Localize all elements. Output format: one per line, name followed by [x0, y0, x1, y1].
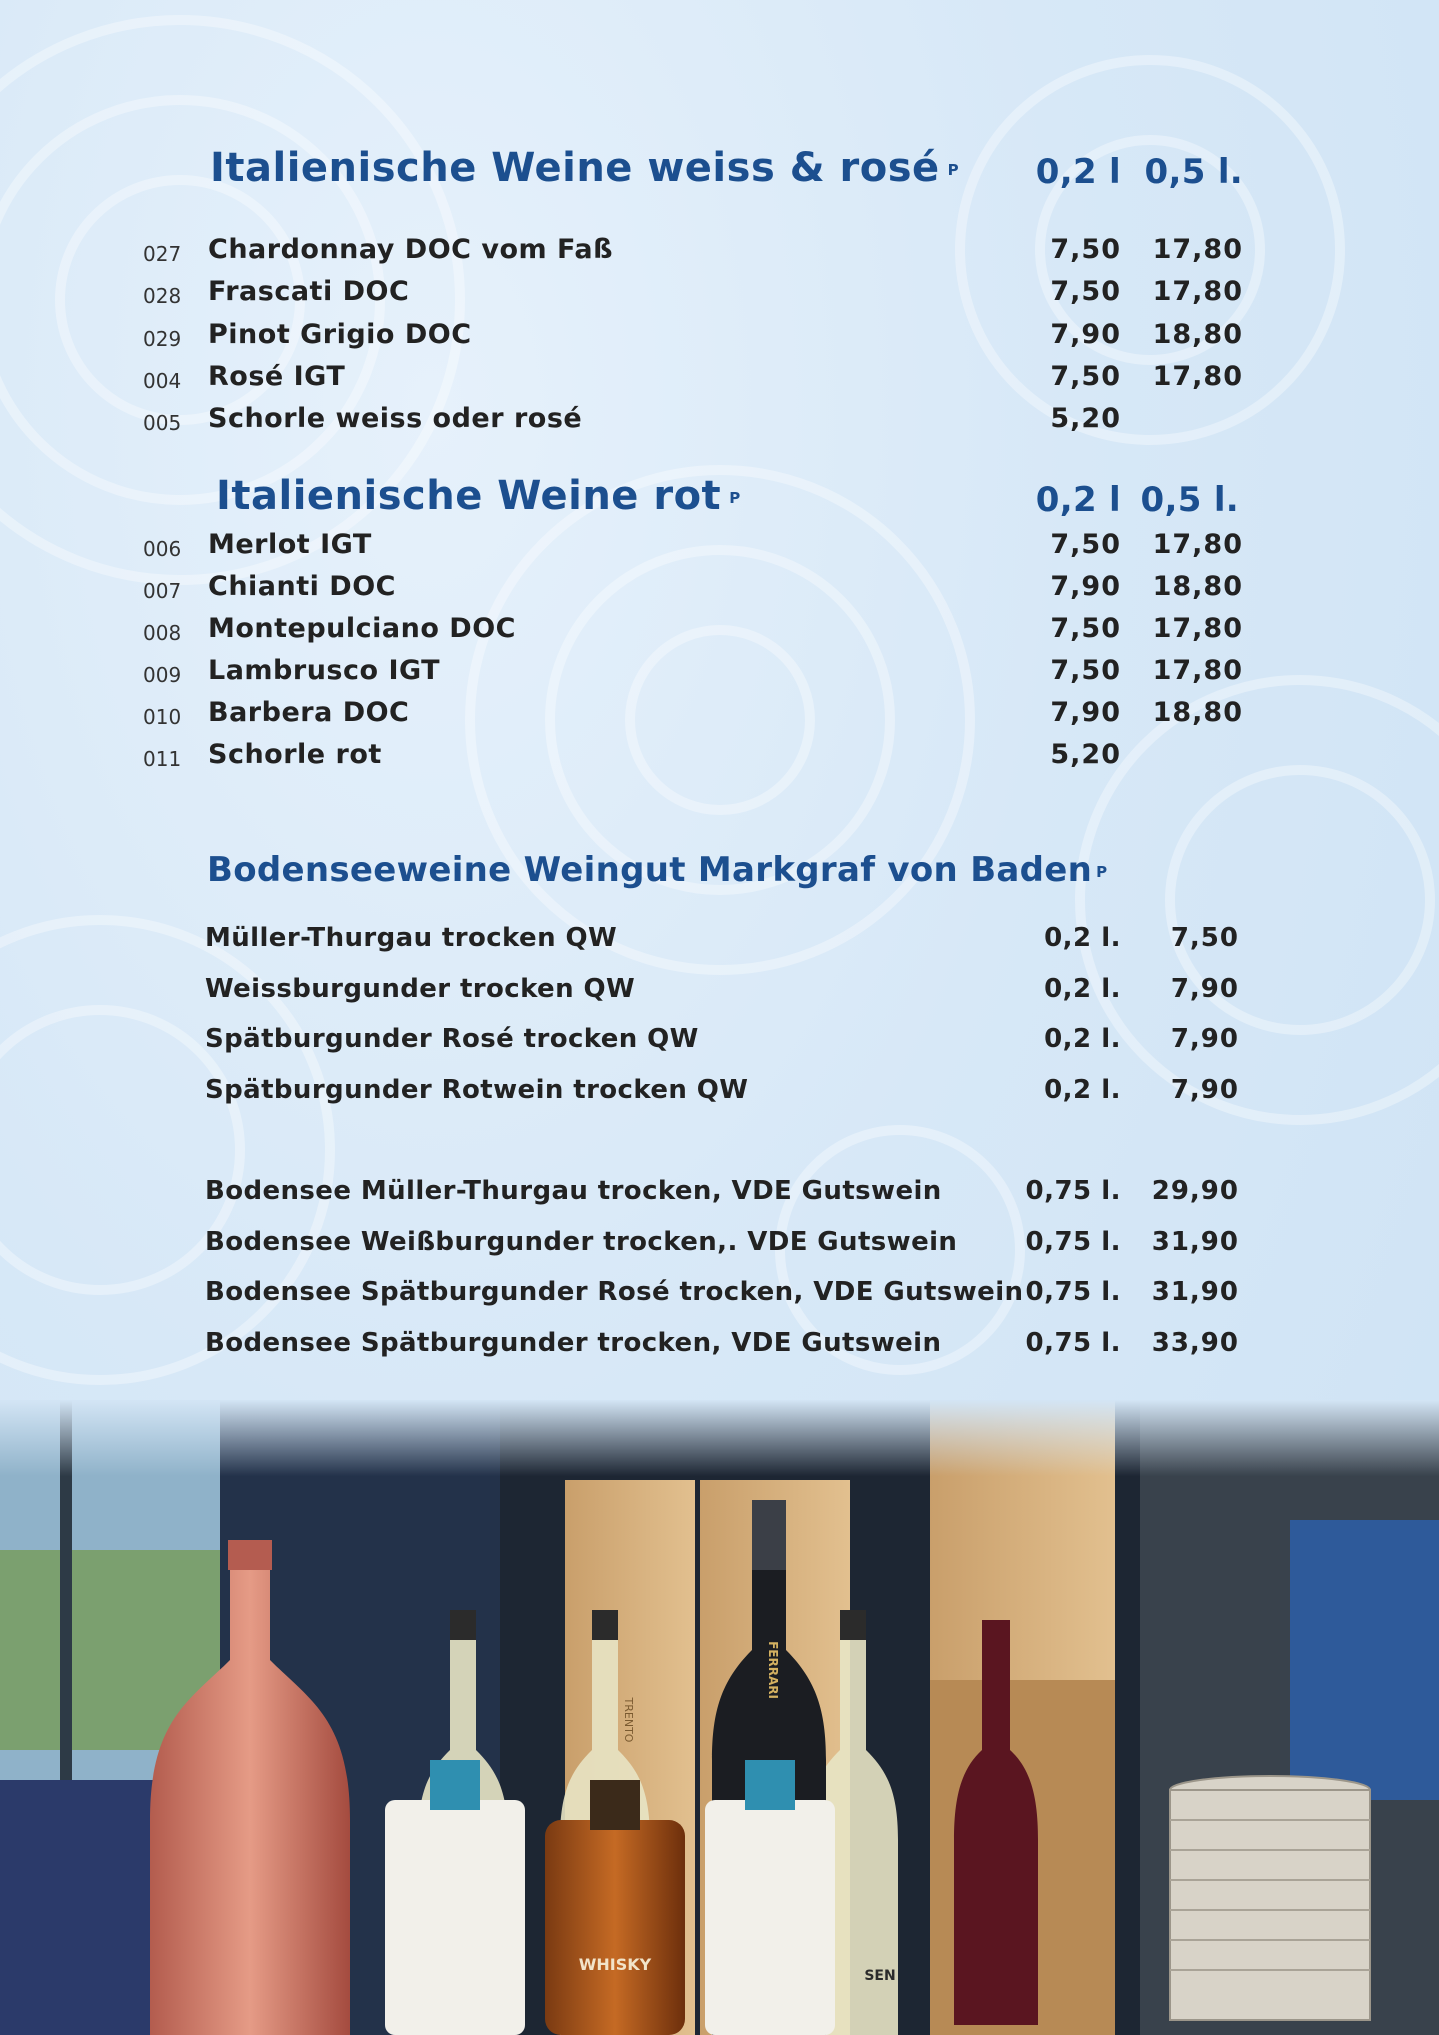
item-volume: 0,2 l.	[1044, 1024, 1121, 1054]
item-price: 7,50	[1170, 923, 1239, 953]
item-name: Rosé IGT	[208, 360, 346, 392]
glass-wine-row	[0, 923, 1439, 963]
price-0-2l: 7,50	[1050, 234, 1121, 265]
price-0-2l: 7,50	[1050, 655, 1121, 686]
item-number: 010	[143, 705, 182, 729]
bottle-wine-row	[0, 1328, 1439, 1368]
item-volume: 0,2 l.	[1044, 923, 1121, 953]
glass-wine-row	[0, 1024, 1439, 1064]
price-0-5l: 18,80	[1152, 318, 1243, 350]
item-name: Spätburgunder Rotwein trocken QW	[205, 1074, 749, 1105]
item-name: Chianti DOC	[208, 571, 396, 602]
item-price: 33,90	[1151, 1327, 1239, 1358]
item-name: Weissburgunder trocken QW	[205, 973, 636, 1004]
p-mark: P	[1096, 862, 1108, 881]
column-header-row	[0, 152, 1439, 192]
item-number: 009	[143, 663, 182, 687]
item-name: Chardonnay DOC vom Faß	[208, 234, 614, 265]
column-header-0-5l: 0,5 l.	[1140, 480, 1239, 520]
wine-row	[0, 697, 1439, 737]
item-price: 7,90	[1170, 973, 1239, 1004]
price-0-5l: 17,80	[1152, 655, 1243, 686]
price-0-2l: 5,20	[1050, 403, 1121, 435]
section-title-text: Bodenseeweine Weingut Markgraf von Baden	[207, 850, 1093, 890]
column-header-0-5l: 0,5 l.	[1144, 152, 1243, 192]
item-name: Montepulciano DOC	[208, 613, 516, 644]
column-header-row	[0, 480, 1439, 520]
item-name: Bodensee Weißburgunder trocken,. VDE Gutswein	[205, 1226, 958, 1257]
item-name: Frascati DOC	[208, 276, 410, 308]
item-name: Müller-Thurgau trocken QW	[205, 923, 618, 953]
section-title-text: Italienische Weine weiss & rosé	[210, 145, 940, 191]
item-number: 028	[143, 284, 182, 309]
item-volume: 0,75 l.	[1025, 1176, 1121, 1206]
price-0-5l: 17,80	[1152, 613, 1243, 644]
bottle-wine-row	[0, 1176, 1439, 1216]
item-name: Merlot IGT	[208, 529, 372, 560]
item-number: 006	[143, 537, 182, 561]
item-name: Schorle rot	[208, 739, 382, 770]
item-price: 31,90	[1151, 1226, 1239, 1257]
wine-row	[0, 361, 1439, 401]
bar-photo	[0, 1400, 1439, 2035]
price-0-2l: 7,50	[1050, 360, 1121, 392]
column-header-0-2l: 0,2 l	[1035, 480, 1121, 520]
item-number: 029	[143, 326, 182, 351]
item-number: 007	[143, 579, 182, 603]
item-name: Bodensee Spätburgunder trocken, VDE Gutswein	[205, 1327, 942, 1358]
glass-wine-row	[0, 1075, 1439, 1115]
item-price: 29,90	[1151, 1176, 1239, 1206]
price-0-5l: 18,80	[1152, 571, 1243, 602]
item-volume: 0,2 l.	[1044, 973, 1121, 1004]
glass-wine-row	[0, 974, 1439, 1014]
item-volume: 0,75 l.	[1025, 1327, 1121, 1358]
item-number: 008	[143, 621, 182, 645]
section-title-bodensee	[207, 850, 1107, 890]
item-name: Lambrusco IGT	[208, 655, 441, 686]
item-name: Schorle weiss oder rosé	[208, 403, 583, 435]
item-price: 7,90	[1170, 1024, 1239, 1054]
wine-row	[0, 655, 1439, 695]
price-0-2l: 7,50	[1050, 529, 1121, 560]
price-0-2l: 5,20	[1050, 739, 1121, 770]
item-volume: 0,2 l.	[1044, 1074, 1121, 1105]
price-0-5l: 17,80	[1152, 360, 1243, 392]
wine-row	[0, 613, 1439, 653]
wine-row	[0, 739, 1439, 779]
price-0-2l: 7,50	[1050, 613, 1121, 644]
column-header-0-2l: 0,2 l	[1035, 152, 1121, 192]
item-name: Spätburgunder Rosé trocken QW	[205, 1024, 699, 1054]
item-number: 004	[143, 368, 182, 393]
wine-row	[0, 319, 1439, 359]
item-volume: 0,75 l.	[1025, 1226, 1121, 1257]
price-0-2l: 7,90	[1050, 318, 1121, 350]
item-name: Pinot Grigio DOC	[208, 318, 472, 350]
wine-row	[0, 276, 1439, 316]
item-name: Bodensee Müller-Thurgau trocken, VDE Gutswein	[205, 1176, 942, 1206]
price-0-5l: 17,80	[1152, 529, 1243, 560]
price-0-5l: 17,80	[1152, 234, 1243, 265]
wine-row	[0, 403, 1439, 443]
price-0-5l: 18,80	[1152, 697, 1243, 728]
wine-row	[0, 571, 1439, 611]
price-0-2l: 7,50	[1050, 276, 1121, 308]
p-mark: P	[729, 489, 741, 507]
item-name: Bodensee Spätburgunder Rosé trocken, VDE Gutswein	[205, 1277, 1024, 1307]
item-volume: 0,75 l.	[1025, 1277, 1121, 1307]
price-0-2l: 7,90	[1050, 571, 1121, 602]
p-mark: P	[947, 161, 960, 179]
item-number: 011	[143, 747, 182, 771]
price-0-2l: 7,90	[1050, 697, 1121, 728]
item-number: 005	[143, 411, 182, 436]
section-title-text: Italienische Weine rot	[216, 473, 722, 519]
bottle-wine-row	[0, 1227, 1439, 1267]
item-price: 31,90	[1151, 1277, 1239, 1307]
item-number: 027	[143, 242, 182, 266]
wine-row	[0, 529, 1439, 569]
item-name: Barbera DOC	[208, 697, 410, 728]
bottle-wine-row	[0, 1277, 1439, 1317]
item-price: 7,90	[1170, 1074, 1239, 1105]
wine-row	[0, 234, 1439, 274]
price-0-5l: 17,80	[1152, 276, 1243, 308]
